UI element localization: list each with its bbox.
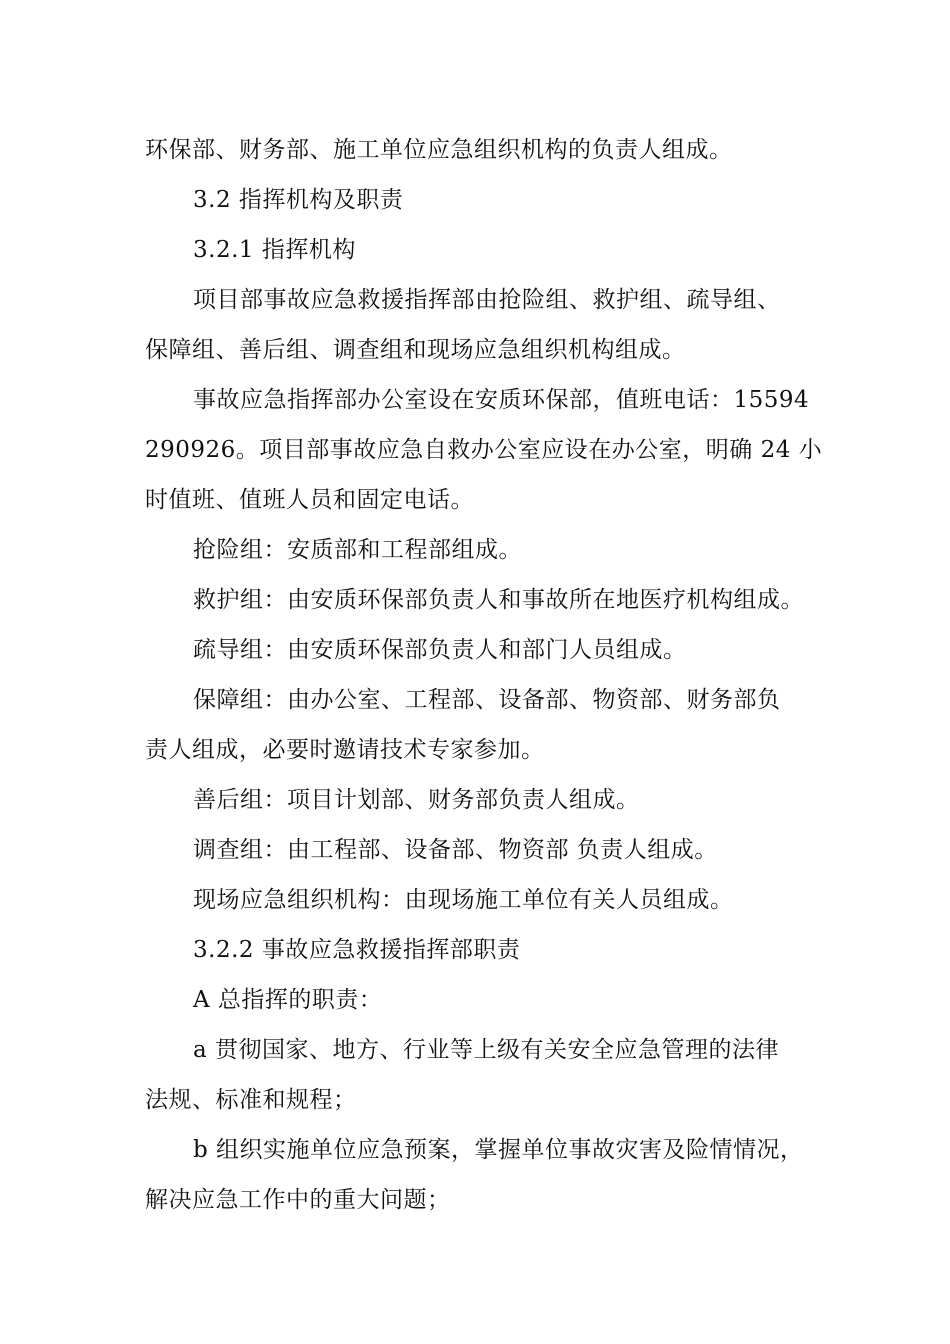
paragraph-line: 环保部、财务部、施工单位应急组织机构的负责人组成。	[145, 137, 733, 163]
paragraph-line: 时值班、值班人员和固定电话。	[145, 487, 474, 513]
paragraph-line: 责人组成，必要时邀请技术专家参加。	[145, 737, 545, 763]
section-heading: 3.2 指挥机构及职责	[193, 187, 404, 213]
paragraph-line: 现场应急组织机构：由现场施工单位有关人员组成。	[193, 887, 734, 913]
subsection-heading: 3.2.2 事故应急救援指挥部职责	[193, 937, 521, 963]
paragraph-line: 290926。项目部事故应急自救办公室应设在办公室，明确 24 小	[145, 437, 823, 463]
list-item: 法规、标准和规程；	[145, 1087, 357, 1113]
paragraph-line: 调查组：由工程部、设备部、物资部 负责人组成。	[193, 837, 718, 863]
paragraph-line: 事故应急指挥部办公室设在安质环保部，值班电话：15594	[193, 387, 810, 413]
paragraph-line: 疏导组：由安质环保部负责人和部门人员组成。	[193, 637, 687, 663]
paragraph-line: 善后组：项目计划部、财务部负责人组成。	[193, 787, 640, 813]
list-item: a 贯彻国家、地方、行业等上级有关安全应急管理的法律	[193, 1037, 780, 1063]
paragraph-line: 救护组：由安质环保部负责人和事故所在地医疗机构组成。	[193, 587, 804, 613]
subsection-heading: 3.2.1 指挥机构	[193, 237, 356, 263]
list-item: b 组织实施单位应急预案，掌握单位事故灾害及险情情况，	[193, 1137, 804, 1163]
paragraph-line: 保障组：由办公室、工程部、设备部、物资部、财务部负	[193, 687, 781, 713]
paragraph-line: 保障组、善后组、调查组和现场应急组织机构组成。	[145, 337, 686, 363]
paragraph-line: 项目部事故应急救援指挥部由抢险组、救护组、疏导组、	[193, 287, 781, 313]
list-item: 解决应急工作中的重大问题；	[145, 1187, 451, 1213]
paragraph-line: 抢险组：安质部和工程部组成。	[193, 537, 522, 563]
list-heading: A 总指挥的职责：	[193, 987, 383, 1013]
